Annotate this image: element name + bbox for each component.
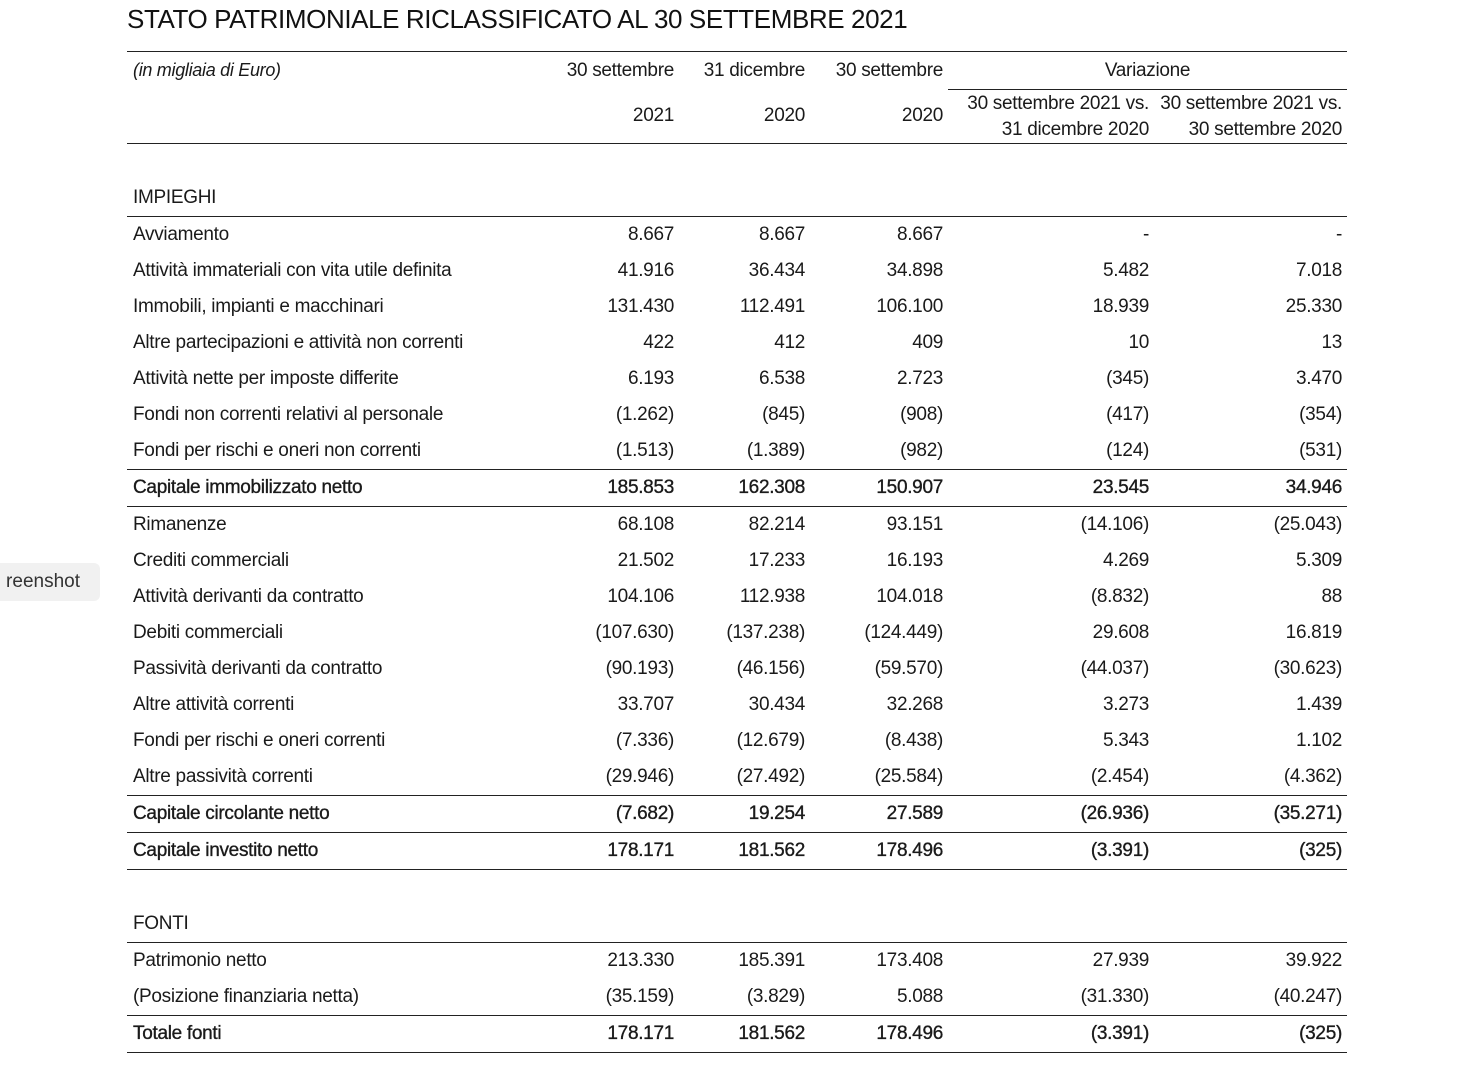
cell-value: (40.247) — [1273, 986, 1342, 1007]
row-label: Rimanenze — [133, 514, 227, 535]
cell-value: (982) — [900, 440, 943, 461]
table-row — [127, 687, 1347, 723]
cell-value: (26.936) — [1080, 803, 1149, 824]
cell-value: 104.106 — [607, 586, 674, 607]
cell-value: (31.330) — [1080, 986, 1149, 1007]
cell-value: 8.667 — [896, 224, 943, 245]
cell-value: 10 — [1128, 332, 1149, 353]
cell-value: (25.043) — [1273, 514, 1342, 535]
table-row — [127, 397, 1347, 433]
row-label: (Posizione finanziaria netta) — [133, 986, 359, 1007]
cell-value: - — [1335, 224, 1342, 245]
cell-value: 104.018 — [876, 586, 943, 607]
section-heading — [127, 180, 1347, 217]
row-label: Capitale immobilizzato netto — [133, 477, 363, 498]
cell-value: 1.102 — [1295, 730, 1342, 751]
cell-value: (25.584) — [874, 766, 943, 787]
col-year-2020-sep: 2020 — [901, 105, 943, 127]
cell-value: 93.151 — [886, 514, 943, 535]
header-row-1 — [127, 52, 1347, 90]
cell-value: 5.309 — [1295, 550, 1342, 571]
cell-value: 162.308 — [738, 477, 805, 498]
section-heading — [127, 906, 1347, 943]
cell-value: - — [1142, 224, 1149, 245]
cell-value: 82.214 — [748, 514, 805, 535]
header-row-2 — [127, 90, 1347, 144]
table-row — [127, 325, 1347, 361]
cell-value: (845) — [762, 404, 805, 425]
row-label: Attività derivanti da contratto — [133, 586, 364, 607]
cell-value: 181.562 — [738, 840, 805, 861]
cell-value: 112.491 — [739, 296, 805, 317]
cell-value: 1.439 — [1295, 694, 1342, 715]
table-row — [127, 253, 1347, 289]
row-label: Altre partecipazioni e attività non correnti — [133, 332, 464, 353]
cell-value: 34.898 — [886, 260, 943, 281]
cell-value: 3.470 — [1295, 368, 1342, 389]
cell-value: 3.273 — [1102, 694, 1149, 715]
balance-sheet-table — [127, 51, 1347, 1053]
total-row — [127, 1016, 1347, 1053]
cell-value: (30.623) — [1273, 658, 1342, 679]
cell-value: 36.434 — [748, 260, 805, 281]
row-label: Immobili, impianti e macchinari — [133, 296, 384, 317]
cell-value: 27.939 — [1092, 950, 1149, 971]
cell-value: (325) — [1299, 840, 1342, 861]
col-header-sep2021: 30 settembre — [566, 59, 674, 81]
cell-value: (35.271) — [1273, 803, 1342, 824]
table-row — [127, 615, 1347, 651]
row-label: Patrimonio netto — [133, 950, 267, 971]
cell-value: 178.496 — [876, 840, 943, 861]
table-row — [127, 361, 1347, 397]
cell-value: 7.018 — [1295, 260, 1342, 281]
table-row — [127, 979, 1347, 1016]
cell-value: (908) — [900, 404, 943, 425]
total-row — [127, 833, 1347, 870]
cell-value: (137.238) — [726, 622, 805, 643]
cell-value: 178.171 — [607, 840, 674, 861]
col-header-sep2020: 30 settembre — [835, 59, 943, 81]
row-label: Fondi per rischi e oneri correnti — [133, 730, 385, 751]
cell-value: (12.679) — [736, 730, 805, 751]
row-label: Avviamento — [133, 224, 229, 245]
cell-value: 21.502 — [617, 550, 674, 571]
cell-value: 18.939 — [1092, 296, 1149, 317]
cell-value: 422 — [643, 332, 674, 353]
cell-value: 178.171 — [607, 1023, 674, 1044]
cell-value: 6.538 — [758, 368, 805, 389]
cell-value: 150.907 — [876, 477, 943, 498]
cell-value: 16.819 — [1285, 622, 1342, 643]
cell-value: 409 — [912, 332, 943, 353]
cell-value: (124.449) — [864, 622, 943, 643]
variation-vs-dec2020: 30 settembre 2021 vs. 31 dicembre 2020 — [967, 92, 1149, 140]
cell-value: (59.570) — [874, 658, 943, 679]
cell-value: 8.667 — [627, 224, 674, 245]
cell-value: (44.037) — [1080, 658, 1149, 679]
cell-value: (14.106) — [1080, 514, 1149, 535]
cell-value: 34.946 — [1285, 477, 1342, 498]
cell-value: 88 — [1321, 586, 1342, 607]
cell-value: (46.156) — [736, 658, 805, 679]
table-row — [127, 217, 1347, 254]
col-header-dec2020: 31 dicembre — [703, 59, 805, 81]
side-tab[interactable]: reenshot — [0, 563, 100, 601]
table-row — [127, 723, 1347, 759]
cell-value: 112.938 — [739, 586, 805, 607]
cell-value: (4.362) — [1283, 766, 1342, 787]
cell-value: 5.088 — [896, 986, 943, 1007]
row-label: Passività derivanti da contratto — [133, 658, 383, 679]
cell-value: 25.330 — [1285, 296, 1342, 317]
cell-value: 412 — [774, 332, 805, 353]
cell-value: (2.454) — [1090, 766, 1149, 787]
cell-value: (531) — [1299, 440, 1342, 461]
cell-value: (1.513) — [615, 440, 674, 461]
cell-value: 23.545 — [1092, 477, 1149, 498]
cell-value: 181.562 — [738, 1023, 805, 1044]
cell-value: (417) — [1106, 404, 1149, 425]
table-row — [127, 289, 1347, 325]
cell-value: 213.330 — [607, 950, 674, 971]
total-row — [127, 470, 1347, 507]
cell-value: (1.262) — [615, 404, 674, 425]
cell-value: (345) — [1106, 368, 1149, 389]
cell-value: 106.100 — [876, 296, 943, 317]
table-row — [127, 507, 1347, 544]
cell-value: 131.430 — [607, 296, 674, 317]
cell-value: 27.589 — [886, 803, 943, 824]
cell-value: 33.707 — [617, 694, 674, 715]
cell-value: (1.389) — [746, 440, 805, 461]
section-title: IMPIEGHI — [133, 187, 217, 208]
cell-value: 16.193 — [886, 550, 943, 571]
page-title: STATO PATRIMONIALE RICLASSIFICATO AL 30 SETTEMBRE 2021 — [127, 4, 908, 34]
cell-value: 29.608 — [1092, 622, 1149, 643]
cell-value: (90.193) — [605, 658, 674, 679]
row-label: Fondi per rischi e oneri non correnti — [133, 440, 421, 461]
total-row — [127, 796, 1347, 833]
row-label: Crediti commerciali — [133, 550, 289, 571]
cell-value: 13 — [1321, 332, 1342, 353]
cell-value: 32.268 — [886, 694, 943, 715]
row-label: Capitale investito netto — [133, 840, 319, 861]
row-label: Altre attività correnti — [133, 694, 294, 715]
row-label: Fondi non correnti relativi al personale — [133, 404, 444, 425]
table-row — [127, 433, 1347, 470]
row-label: Capitale circolante netto — [133, 803, 330, 824]
cell-value: (7.336) — [615, 730, 674, 751]
cell-value: 5.343 — [1102, 730, 1149, 751]
cell-value: (35.159) — [605, 986, 674, 1007]
cell-value: 6.193 — [627, 368, 674, 389]
cell-value: (354) — [1299, 404, 1342, 425]
cell-value: 178.496 — [876, 1023, 943, 1044]
cell-value: (8.438) — [884, 730, 943, 751]
table-row — [127, 543, 1347, 579]
cell-value: 185.853 — [607, 477, 674, 498]
variation-vs-sep2020: 30 settembre 2021 vs. 30 settembre 2020 — [1160, 92, 1342, 140]
row-label: Totale fonti — [133, 1023, 222, 1044]
cell-value: (8.832) — [1090, 586, 1149, 607]
cell-value: 41.916 — [617, 260, 674, 281]
cell-value: 4.269 — [1102, 550, 1149, 571]
cell-value: (7.682) — [615, 803, 674, 824]
col-year-2021: 2021 — [632, 105, 674, 127]
row-label: Attività immateriali con vita utile definita — [133, 260, 452, 281]
cell-value: (3.391) — [1090, 1023, 1149, 1044]
table-row — [127, 943, 1347, 980]
row-label: Attività nette per imposte differite — [133, 368, 399, 389]
cell-value: 17.233 — [748, 550, 805, 571]
cell-value: 2.723 — [896, 368, 943, 389]
cell-value: 5.482 — [1102, 260, 1149, 281]
cell-value: 39.922 — [1285, 950, 1342, 971]
cell-value: (107.630) — [595, 622, 674, 643]
table-row — [127, 651, 1347, 687]
col-year-2020-dec: 2020 — [763, 105, 805, 127]
table-row — [127, 579, 1347, 615]
cell-value: 8.667 — [758, 224, 805, 245]
variation-header: Variazione — [948, 52, 1347, 90]
cell-value: (3.391) — [1090, 840, 1149, 861]
cell-value: (325) — [1299, 1023, 1342, 1044]
unit-label: (in migliaia di Euro) — [133, 60, 281, 81]
table-row — [127, 759, 1347, 796]
cell-value: 68.108 — [617, 514, 674, 535]
cell-value: 185.391 — [738, 950, 805, 971]
row-label: Debiti commerciali — [133, 622, 283, 643]
cell-value: (3.829) — [746, 986, 805, 1007]
row-label: Altre passività correnti — [133, 766, 313, 787]
cell-value: (27.492) — [736, 766, 805, 787]
cell-value: 30.434 — [748, 694, 805, 715]
cell-value: 19.254 — [748, 803, 805, 824]
section-title: FONTI — [133, 913, 189, 934]
cell-value: 173.408 — [876, 950, 943, 971]
cell-value: (124) — [1106, 440, 1149, 461]
cell-value: (29.946) — [605, 766, 674, 787]
